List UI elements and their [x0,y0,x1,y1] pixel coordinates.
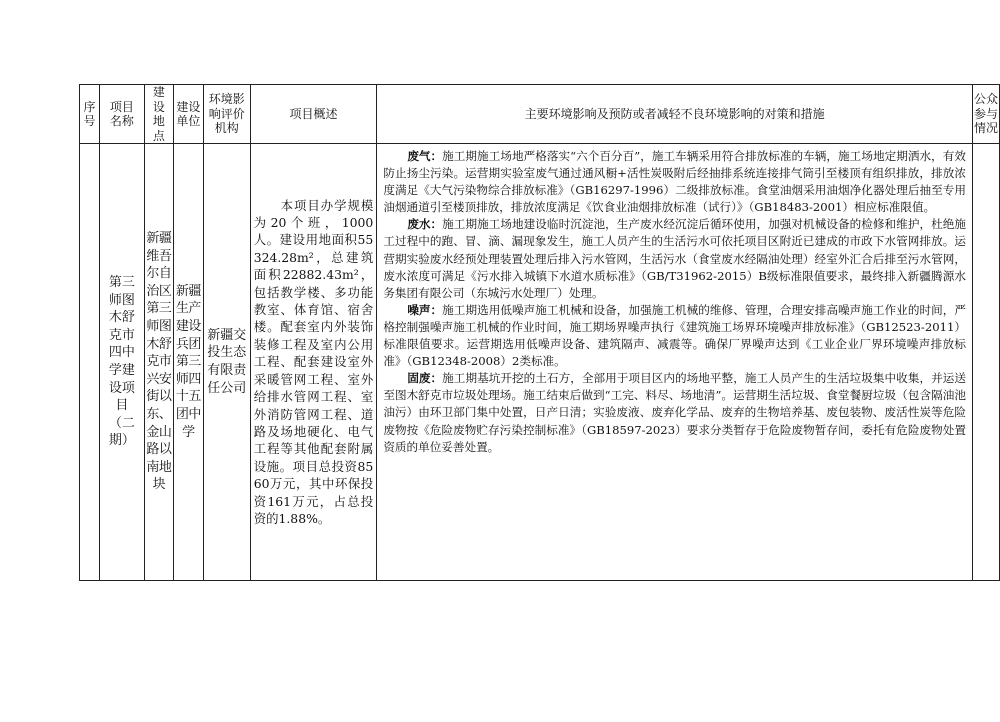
measure-noise-text: 施工期选用低噪声施工机械和设备，加强施工机械的维修、管理，合理安排高噪声施工作业的时间，严格控制强噪声施工机械的作业时间，施工期场界噪声执行《建筑施工场界环境噪声排放标准》（GB12523-2011）标准限值要求。运营期选用低噪声设备、建筑隔声、减震等。确保厂界噪声达到《工业企业厂界环境噪声排放标准》（GB12348-2008）2类标准。 [383,302,966,369]
cell-public [973,144,1000,581]
measure-water [383,216,966,301]
eia-publicity-table [79,84,1000,581]
cell-project-name: 第三师图木舒克市四中学建设项目（二期） [99,144,144,581]
cell-builder: 新疆生产建设兵团第三师四十五团中学 [173,144,203,581]
measure-noise [383,302,966,370]
measure-solid-waste-text: 施工期基坑开挖的土石方，全部用于项目区内的场地平整，施工人员产生的生活垃圾集中收集，并运送至图木舒克市垃圾处理场。施工结束后做到“工完、料尽、场地清”。运营期生活垃圾、食堂餐厨垃圾（包含隔油池油污）由环卫部门集中处置，日产日清；实验废液、废弃化学品、废弃的生物培养基、废包装物、废活性炭等危险废物按《危险废物贮存污染控制标准》（GB18597-2023）要求分类暂存于危险废物暂存间，委托有危险废物处置资质的单位妥善处置。 [383,371,966,454]
header-location: 建设地点 [144,85,173,144]
measure-air-label: 废气： [407,149,443,163]
header-overview: 项目概述 [250,85,377,144]
header-project-name: 项目名称 [99,85,144,144]
measure-solid-waste [383,370,966,455]
measure-water-text: 施工期施工场地建设临时沉淀池，生产废水经沉淀后循环使用，加强对机械设备的检修和维护，杜绝施工过程中的跑、冒、滴、漏现象发生，施工人员产生的生活污水可依托项目区附近已建成的市政下水管网排放。运营期实验废水经预处理装置处理后排入污水管网，生活污水（食堂废水经隔油处理）经室外汇合后排至污水管网，废水浓度可满足《污水排入城镇下水道水质标准》（GB/T31962-2015）B级标准限值要求，最终排入新疆腾源水务集团有限公司（东城污水处理厂）处理。 [383,217,966,300]
measure-air-text: 施工期施工场地严格落实“六个百分百”，施工车辆采用符合排放标准的车辆，施工场地定期洒水，有效防止扬尘污染。运营期实验室废气通过通风橱+活性炭吸附后经抽排系统连接排气筒引至楼顶有组织排放，排放浓度满足《大气污染物综合排放标准》（GB16297-1996）二级排放标准。食堂油烟采用油烟净化器处理后抽至专用油烟通道引至楼顶排放，排放浓度满足《饮食业油烟排放标准（试行）》（GB18483-2001）相应标准限值。 [383,149,966,215]
header-eia-agency: 环境影响评价机构 [203,85,250,144]
measure-solid-waste-label: 固废： [407,371,443,386]
cell-overview [250,144,377,581]
header-row [80,85,1000,144]
cell-seq [80,144,100,581]
header-measures: 主要环境影响及预防或者减轻不良环境影响的对策和措施 [377,85,973,144]
cell-eia-agency: 新疆交投生态有限责任公司 [203,144,250,581]
header-builder: 建设单位 [173,85,203,144]
measure-water-label: 废水： [407,217,443,232]
measure-air [383,148,966,216]
header-seq: 序号 [80,85,100,144]
cell-measures [377,144,973,581]
cell-location: 新疆维吾尔自治区第三师图木舒克市兴安街以东、金山路以南地块 [144,144,173,581]
header-public: 公众参与情况 [973,85,1000,144]
table-row [80,144,1000,581]
measure-noise-label: 噪声： [407,302,443,317]
overview-text: 本项目办学规模为20个班，1000人。建设用地面积55324.28m²，总建筑面积22882.43m²，包括教学楼、多功能教室、体育馆、宿舍楼。配套室内外装饰装修工程及室内公用工程、配套建设室外采暖管网工程、室外给排水管网工程、室外消防管网工程、道路及场地硬化、电气工程等其他配套附属设施。项目总投资8560万元，其中环保投资161万元，占总投资的1.88%。 [253,197,374,526]
